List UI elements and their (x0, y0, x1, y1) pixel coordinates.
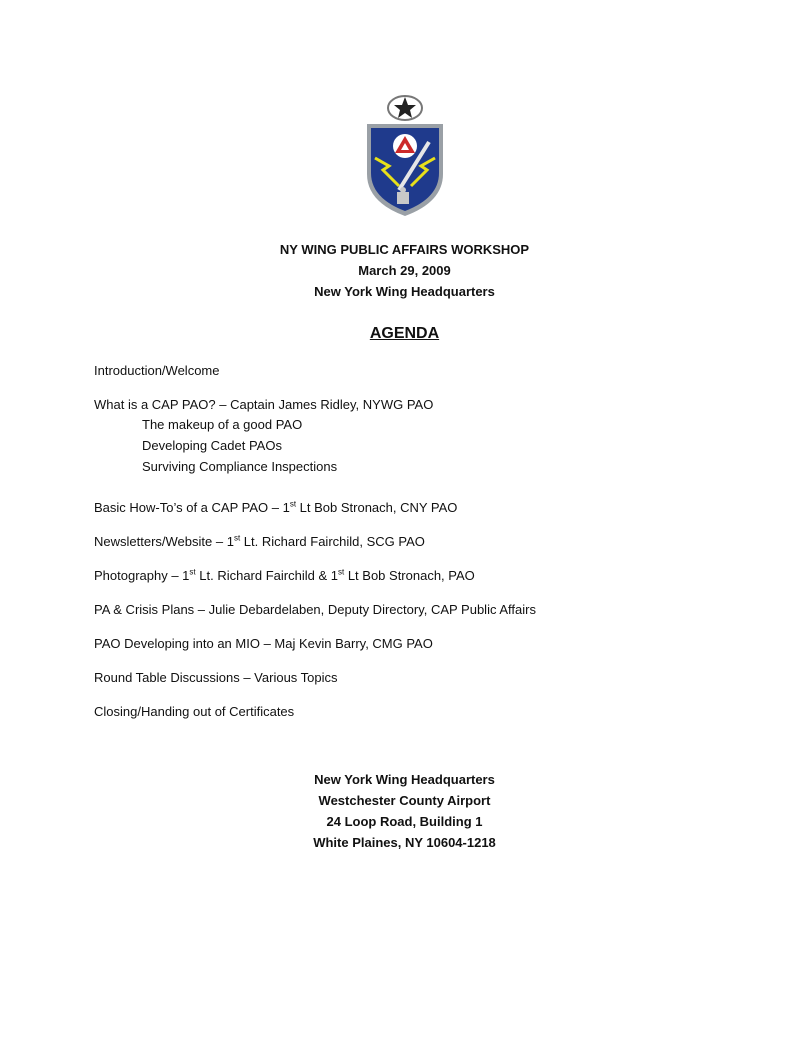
photo-text-b: Lt. Richard Fairchild & 1 (195, 568, 338, 583)
agenda-item-newsletters (94, 534, 425, 550)
workshop-date: March 29, 2009 (358, 263, 451, 278)
photo-text-c: Lt Bob Stronach, PAO (344, 568, 475, 583)
photo-ordinal-2: st (337, 567, 345, 577)
agenda-item-closing: Closing/Handing out of Certificates (94, 704, 295, 719)
address-line-2: Westchester County Airport (318, 793, 491, 808)
basic-text-a: Basic How-To’s of a CAP PAO – 1 (94, 500, 290, 515)
workshop-header (0, 239, 809, 302)
agenda-item-mio: PAO Developing into an MIO – Maj Kevin Barry, CMG PAO (94, 636, 433, 651)
cap-shield-emblem-icon (359, 94, 451, 218)
photo-text-a: Photography – 1 (94, 568, 190, 583)
news-text-b: Lt. Richard Fairchild, SCG PAO (240, 534, 425, 549)
address-line-1: New York Wing Headquarters (314, 772, 495, 787)
address-line-4: White Plaines, NY 10604-1218 (313, 835, 496, 850)
agenda-item-round-table: Round Table Discussions – Various Topics (94, 670, 338, 685)
agenda-item-what-is-pao: What is a CAP PAO? – Captain James Ridley, NYWG PAO (94, 397, 434, 412)
agenda-title: AGENDA (369, 325, 440, 342)
agenda-item-photography (94, 568, 475, 584)
address-block (0, 769, 809, 853)
agenda-item-crisis-plans: PA & Crisis Plans – Julie Debardelaben, Deputy Directory, CAP Public Affairs (94, 602, 536, 617)
news-text-a: Newsletters/Website – 1 (94, 534, 234, 549)
address-line-3: 24 Loop Road, Building 1 (326, 814, 483, 829)
agenda-item-intro: Introduction/Welcome (94, 363, 220, 378)
agenda-subitem-compliance: Surviving Compliance Inspections (142, 459, 338, 474)
basic-ordinal: st (289, 499, 297, 509)
agenda-subitem-makeup: The makeup of a good PAO (142, 417, 303, 432)
workshop-location: New York Wing Headquarters (314, 284, 495, 299)
agenda-subitem-cadet-paos: Developing Cadet PAOs (142, 438, 282, 453)
basic-text-b: Lt Bob Stronach, CNY PAO (296, 500, 458, 515)
news-ordinal: st (233, 533, 241, 543)
agenda-item-basic-how-tos (94, 500, 457, 516)
workshop-title: NY WING PUBLIC AFFAIRS WORKSHOP (279, 242, 530, 257)
photo-ordinal-1: st (189, 567, 196, 577)
